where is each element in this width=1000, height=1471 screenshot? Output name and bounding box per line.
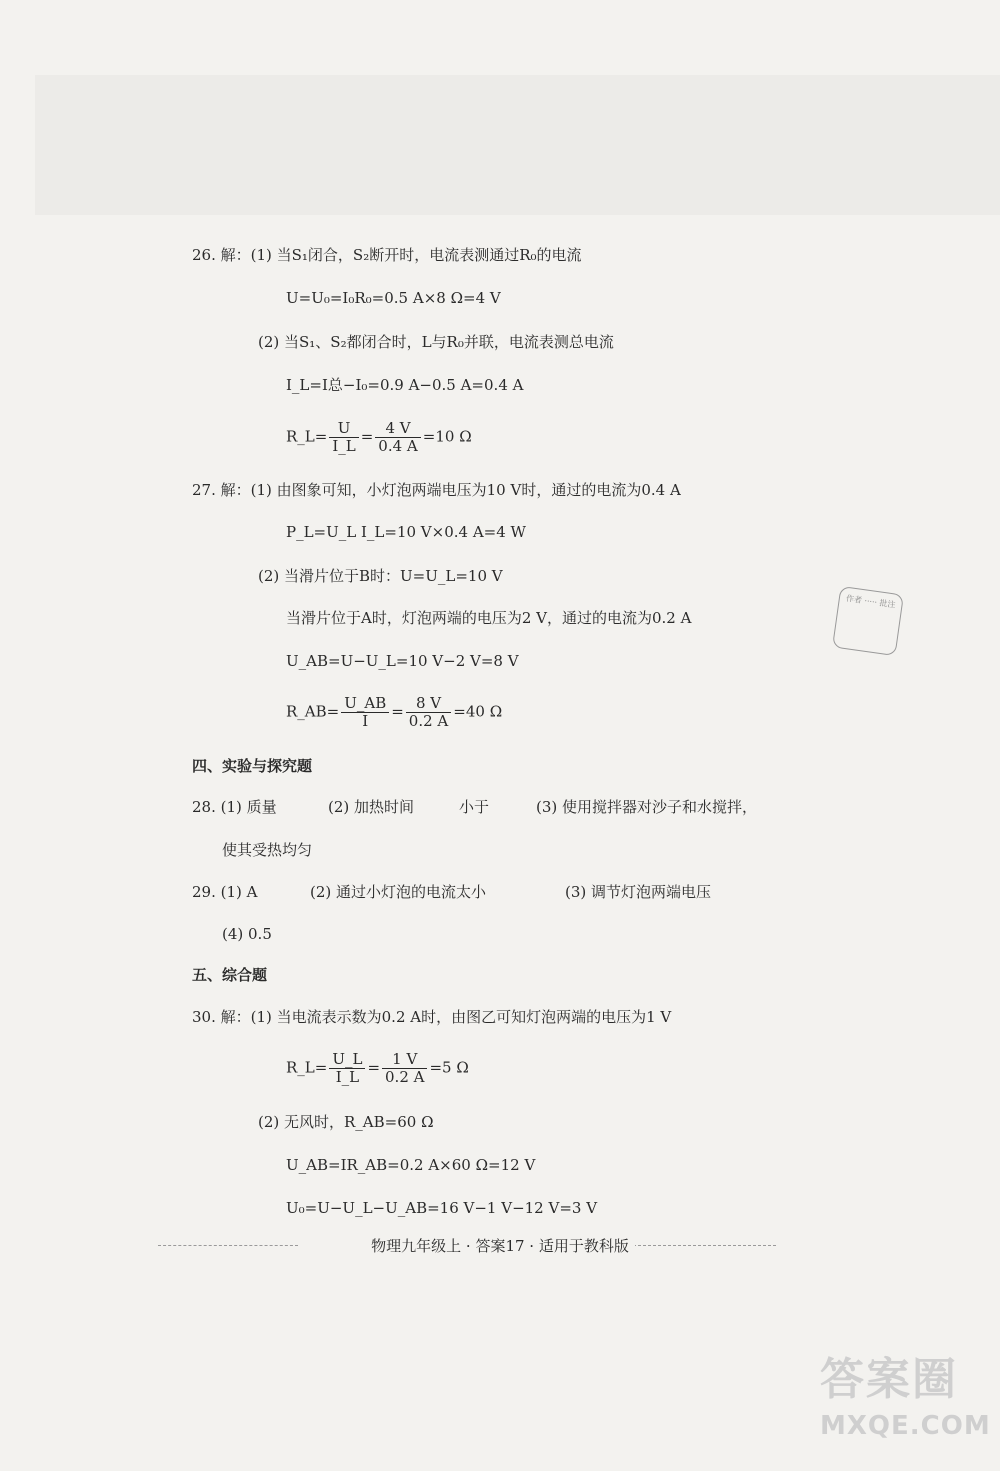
scan-shade [35,75,1000,215]
q27-header: 27. 解：(1) 由图象可知，小灯泡两端电压为10 V时，通过的电流为0.4 A [192,481,681,499]
q27-line-4: U_AB=U−U_L=10 V−2 V=8 V [286,652,519,670]
fraction [382,1051,427,1086]
fraction [375,420,420,455]
formula-right: =40 Ω [453,702,503,721]
formula-left: R_AB= [286,702,340,721]
q27-line-2: (2) 当滑片位于B时：U=U_L=10 V [258,567,503,585]
q30-line-3: U_AB=IR_AB=0.2 A×60 Ω=12 V [286,1156,536,1174]
formula-right: =5 Ω [429,1058,469,1077]
q26-line-2: (2) 当S₁、S₂都闭合时，L与R₀并联，电流表测总电流 [258,333,614,351]
denominator: 0.2 A [385,1068,425,1086]
denominator: 0.4 A [378,437,418,455]
q26-header: 26. 解：(1) 当S₁闭合，S₂断开时，电流表测通过R₀的电流 [192,246,582,264]
fraction [406,695,451,730]
q30-formula: R_L= $\frac{U\_L}{I\_L}$ = $\frac{1 V}{0.2 A}$ =5 Ω [286,1050,469,1086]
q27-line-3: 当滑片位于A时，灯泡两端的电压为2 V，通过的电流为0.2 A [286,609,692,627]
q29-part-1: 29. (1) A [192,883,258,901]
q27-formula: R_AB= $\frac{U\_AB}{I}$ = $\frac{8 V}{0.2 A}$ =40 Ω [286,694,503,730]
formula-right: =10 Ω [422,427,472,446]
watermark-line-1: 答案圈 [820,1354,958,1405]
numerator: U_L [329,1051,365,1069]
fraction [329,420,358,455]
q29-part-4: (4) 0.5 [222,925,272,943]
q26-formula: R_L= $\frac{U}{I\_L}$ = $\frac{4 V}{0.4 A}$ =10 Ω [286,419,472,455]
q29-part-2: (2) 通过小灯泡的电流太小 [310,883,487,901]
section-4-title: 四、实验与探究题 [192,757,313,775]
denominator: I [362,712,369,730]
q26-line-3: I_L=I总−I₀=0.9 A−0.5 A=0.4 A [286,376,524,394]
page-footer [0,1235,1000,1256]
q28-part-3: (3) 使用搅拌器对沙子和水搅拌， [536,798,758,816]
watermark-line-2: MXQE.COM [820,1411,991,1441]
numerator: 4 V [375,420,420,438]
q30-line-2: (2) 无风时，R_AB=60 Ω [258,1113,434,1131]
numerator: 8 V [406,695,451,713]
q30-line-4: U₀=U−U_L−U_AB=16 V−1 V−12 V=3 V [286,1199,598,1217]
fraction [329,1051,365,1086]
q28-part-1: 28. (1) 质量 [192,798,277,816]
denominator: 0.2 A [408,712,449,730]
watermark-logo [820,1350,990,1460]
footer-label: 物理九年级上 · 答案17 · 适用于教科版 [365,1237,635,1255]
q27-line-1: P_L=U_L I_L=10 V×0.4 A=4 W [286,523,526,541]
q26-line-1: U=U₀=I₀R₀=0.5 A×8 Ω=4 V [286,289,501,307]
q29-part-3: (3) 调节灯泡两端电压 [565,883,712,901]
q30-header: 30. 解：(1) 当电流表示数为0.2 A时，由图乙可知灯泡两端的电压为1 V [192,1008,672,1026]
q28-line-2: 使其受热均匀 [222,841,313,859]
section-5-title: 五、综合题 [192,966,268,984]
formula-left: R_L= [286,427,328,446]
numerator: U [329,420,358,438]
numerator: 1 V [382,1051,427,1069]
q28-part-2: (2) 加热时间 [328,798,415,816]
denominator: I_L [332,437,356,455]
q28-part-2b: 小于 [459,798,490,816]
margin-stamp: 作者 ····· 批注 [832,586,904,656]
denominator: I_L [335,1068,360,1086]
fraction [341,695,389,730]
formula-left: R_L= [286,1058,328,1077]
numerator: U_AB [341,695,389,713]
